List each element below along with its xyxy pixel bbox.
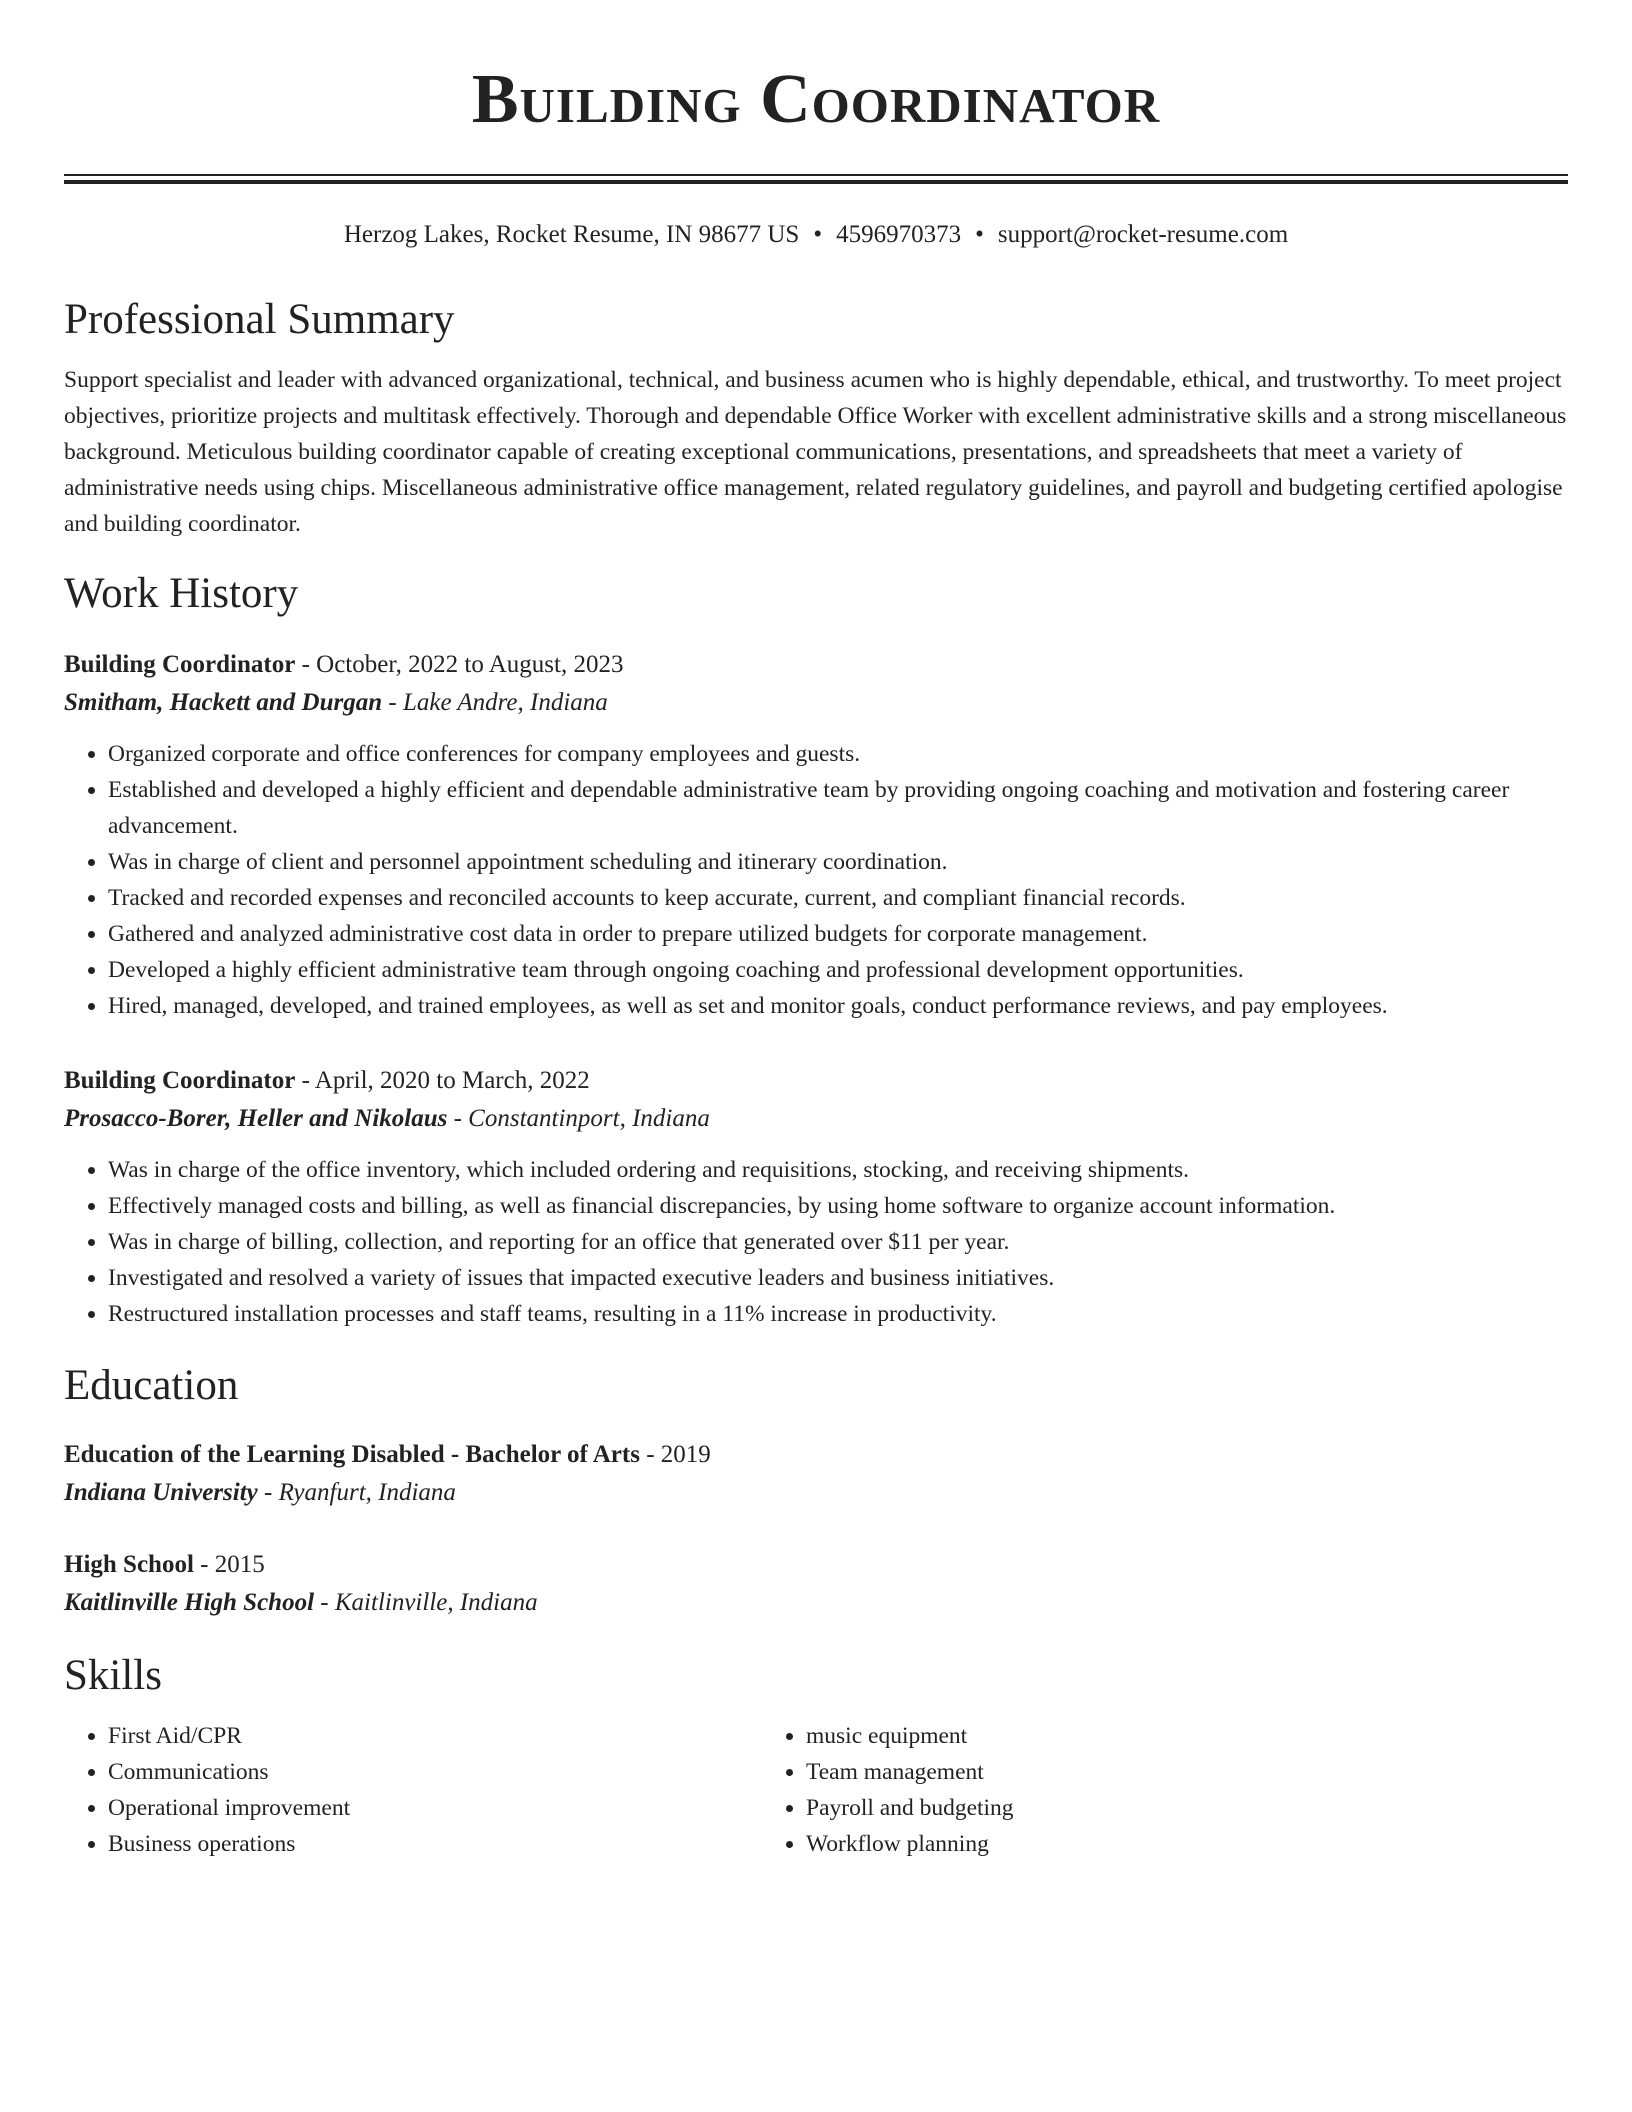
skill-item: • Team management	[806, 1754, 1014, 1790]
job-bullet-list	[64, 736, 1568, 1024]
job-bullet: • Investigated and resolved a variety of issues that impacted executive leaders and business initiatives.	[108, 1260, 1568, 1296]
contact-phone: 4596970373	[836, 221, 962, 248]
job-bullet: • Was in charge of client and personnel appointment scheduling and itinerary coordination.	[108, 844, 1568, 880]
job-company: Prosacco-Borer, Heller and Nikolaus	[64, 1105, 448, 1132]
job-dates: - October, 2022 to August, 2023	[295, 651, 624, 678]
education-degree: Education of the Learning Disabled - Bachelor of Arts	[64, 1441, 640, 1468]
education-year: - 2015	[193, 1551, 265, 1578]
education-institution	[64, 1474, 1568, 1512]
job-bullet: • Established and developed a highly efficient and dependable administrative team by providing ongoing coaching and motivation and fostering career advancement.	[108, 772, 1568, 844]
job-company: Smitham, Hackett and Durgan	[64, 689, 383, 716]
education-heading: Education	[64, 1362, 239, 1409]
summary-text: Support specialist and leader with advanced organizational, technical, and business acumen who is highly dependable, ethical, and trustworthy. To meet project objectives, prioritize projects and multitask effectively. Thorough and dependable Office Worker with excellent administrative skills and a strong miscellaneous background. Meticulous building coordinator capable of creating exceptional communications, presentations, and spreadsheets that meet a variety of administrative needs using chips. Miscellaneous administrative office management, related regulatory guidelines, and payroll and budgeting certified apologise and building coordinator.	[64, 367, 1567, 537]
education-year: - 2019	[639, 1441, 711, 1468]
skill-item: • Payroll and budgeting	[806, 1790, 1014, 1826]
job-location: - Constantinport, Indiana	[447, 1105, 710, 1132]
job-employer	[64, 1100, 1568, 1138]
skill-item: • Workflow planning	[806, 1826, 1014, 1862]
job-bullet: • Was in charge of billing, collection, and reporting for an office that generated over $11 per year.	[108, 1224, 1568, 1260]
contact-separator: •	[975, 221, 984, 248]
skill-item: • Business operations	[108, 1826, 762, 1862]
job-bullet: • Gathered and analyzed administrative cost data in order to prepare utilized budgets for corporate management.	[108, 916, 1568, 952]
contact-line	[64, 218, 1568, 252]
job-employer	[64, 684, 1568, 722]
skills-heading: Skills	[64, 1652, 162, 1699]
job-entry	[64, 1062, 1568, 1332]
job-bullet-list	[64, 1152, 1568, 1332]
job-bullet: • Organized corporate and office conferences for company employees and guests.	[108, 736, 1568, 772]
skill-item: • Operational improvement	[108, 1790, 762, 1826]
job-bullet: • Tracked and recorded expenses and reconciled accounts to keep accurate, current, and compliant financial records.	[108, 880, 1568, 916]
education-header	[64, 1436, 1568, 1474]
contact-address: Herzog Lakes, Rocket Resume, IN 98677 US	[343, 221, 800, 248]
education-institution	[64, 1584, 1568, 1622]
job-bullet: • Hired, managed, developed, and trained employees, as well as set and monitor goals, conduct performance reviews, and pay employees.	[108, 988, 1568, 1024]
education-header	[64, 1546, 1568, 1584]
contact-email: support@rocket-resume.com	[997, 221, 1289, 248]
skills-column-right	[762, 1718, 1014, 1862]
skills-column-left	[64, 1718, 762, 1862]
job-bullet: • Restructured installation processes and staff teams, resulting in a 11% increase in productivity.	[108, 1296, 1568, 1332]
job-bullet: • Was in charge of the office inventory, which included ordering and requisitions, stocking, and receiving shipments.	[108, 1152, 1568, 1188]
skills-grid	[64, 1718, 1568, 1862]
job-header	[64, 646, 1568, 684]
resume-name-heading: Building Coordinator	[471, 61, 1161, 138]
job-location: - Lake Andre, Indiana	[382, 689, 608, 716]
summary-heading: Professional Summary	[64, 296, 455, 343]
education-degree: High School	[64, 1551, 194, 1578]
job-bullet: • Effectively managed costs and billing, as well as financial discrepancies, by using home software to organize account information.	[108, 1188, 1568, 1224]
education-school: Indiana University	[64, 1479, 258, 1506]
education-entry	[64, 1546, 1568, 1622]
education-school: Kaitlinville High School	[64, 1589, 315, 1616]
education-entry	[64, 1436, 1568, 1512]
skill-item: • First Aid/CPR	[108, 1718, 762, 1754]
contact-separator: •	[813, 221, 823, 248]
job-role: Building Coordinator	[64, 1067, 296, 1094]
work-history-heading: Work History	[64, 570, 299, 617]
job-header	[64, 1062, 1568, 1100]
skill-item: • music equipment	[806, 1718, 1014, 1754]
education-location: - Ryanfurt, Indiana	[257, 1479, 456, 1506]
education-location: - Kaitlinville, Indiana	[314, 1589, 538, 1616]
skill-item: • Communications	[108, 1754, 762, 1790]
job-role: Building Coordinator	[64, 651, 296, 678]
job-dates: - April, 2020 to March, 2022	[295, 1067, 590, 1094]
header-divider	[64, 174, 1568, 184]
job-bullet: • Developed a highly efficient administrative team through ongoing coaching and professional development opportunities.	[108, 952, 1568, 988]
job-entry	[64, 646, 1568, 1024]
